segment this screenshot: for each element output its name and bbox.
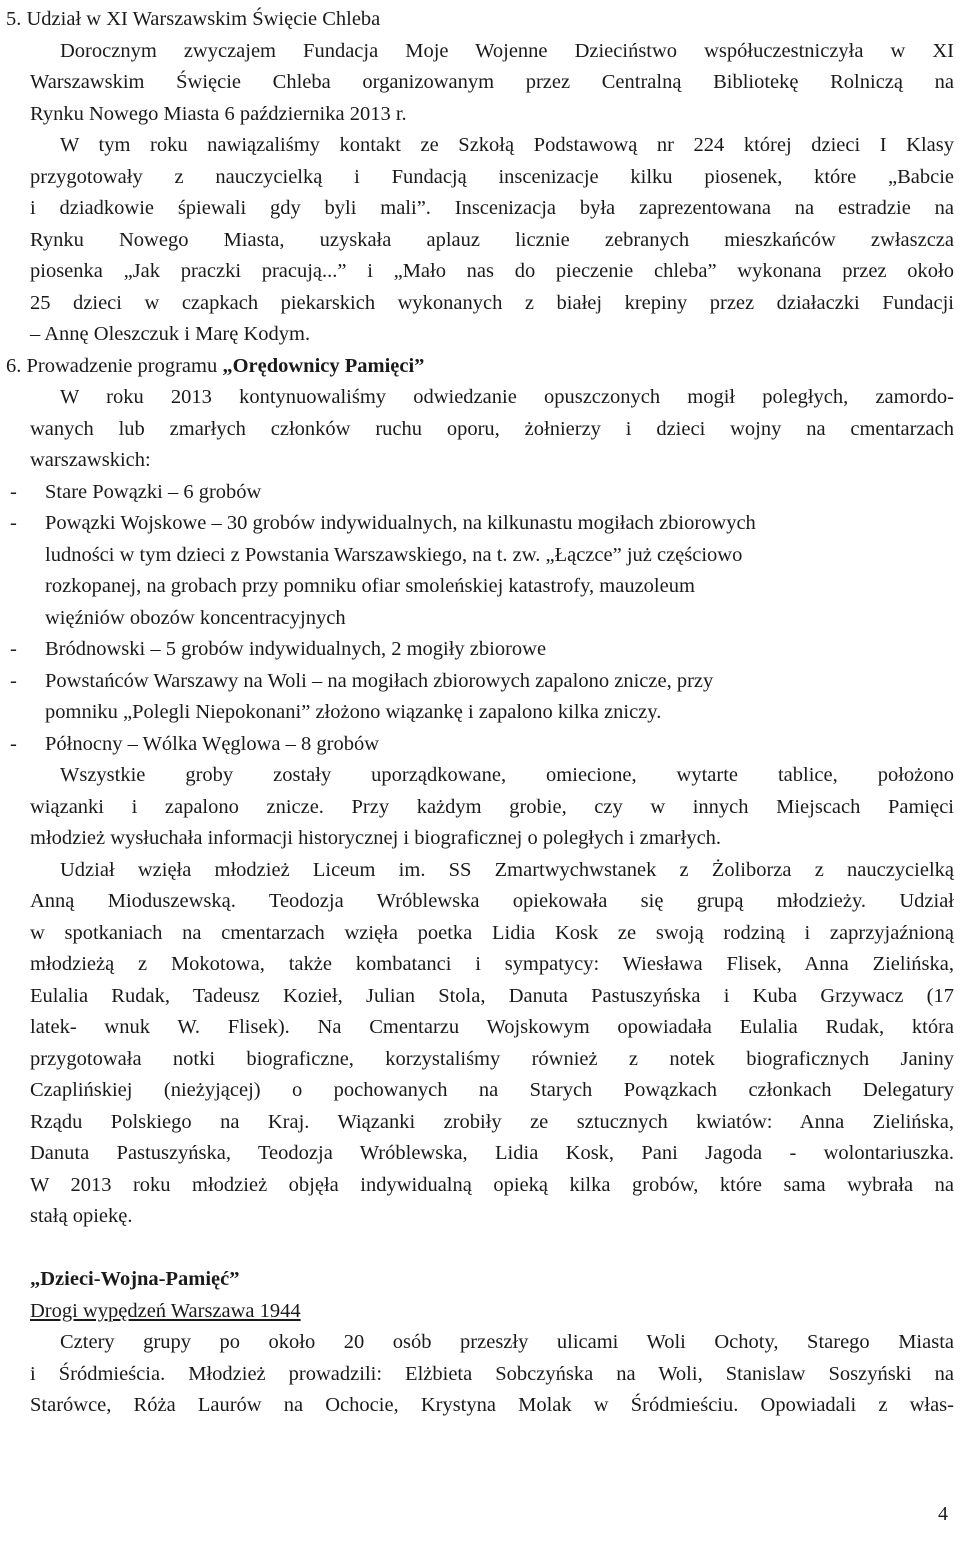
section-6-after-line-1: Wszystkie groby zostały uporządkowane, omiecione, wytarte tablice, położono xyxy=(60,764,954,786)
section-6-udzial-line-7: przygotowała notki biograficzne, korzystaliśmy również z notek biograficznych Janiny xyxy=(30,1048,954,1070)
section-5-p2-line-3: i dziadkowie śpiewali gdy byli mali”. Inscenizacja była zaprezentowana na estradzie na xyxy=(30,197,954,219)
list-item-wola-line-1: Powstańców Warszawy na Woli – na mogiłach zbiorowych zapalono znicze, przy xyxy=(45,670,714,692)
section-6-udzial-line-4: młodzieżą z Mokotowa, także kombatanci i sympatycy: Wiesława Flisek, Anna Zielińska, xyxy=(30,953,954,975)
section-5-p2-line-5: piosenka „Jak praczki pracują...” i „Mało nas do pieczenie chleba” wykonana przez około xyxy=(30,260,954,282)
section-6-udzial-line-10: Danuta Pastuszyńska, Teodozja Wróblewska, Lidia Kosk, Pani Jagoda - wolontariuszka. xyxy=(30,1142,954,1164)
section-5-heading: 5. Udział w XI Warszawskim Święcie Chleba xyxy=(6,8,381,30)
section-6-udzial-line-1: Udział wzięła młodzież Liceum im. SS Zmartwychwstanek z Żoliborza z nauczycielką xyxy=(60,859,954,881)
section-5-p2-line-1: W tym roku nawiązaliśmy kontakt ze Szkołą Podstawową nr 224 której dzieci I Klasy xyxy=(60,134,954,156)
list-item-wola-line-2: pomniku „Polegli Niepokonani” złożono wiązankę i zapalono kilka zniczy. xyxy=(45,701,662,723)
section-6-udzial-line-3: w spotkaniach na cmentarzach wzięła poetka Lidia Kosk ze swoją rodziną i zaprzyjaźnioną xyxy=(30,922,954,944)
section-6-after-line-2: wiązanki i zapalono znicze. Przy każdym grobie, czy w innych Miejscach Pamięci xyxy=(30,796,954,818)
list-dash: - xyxy=(10,481,17,503)
dwp-p-line-3: Starówce, Róża Laurów na Ochocie, Krystyna Molak w Śródmieściu. Opowiadali z włas- xyxy=(30,1394,954,1416)
section-5-p2-line-4: Rynku Nowego Miasta, uzyskała aplauz licznie zebranych mieszkańców zwłaszcza xyxy=(30,229,954,251)
list-dash: - xyxy=(10,670,17,692)
page-number: 4 xyxy=(938,1503,948,1525)
dwp-p-line-2: i Śródmieścia. Młodzież prowadzili: Elżbieta Sobczyńska na Woli, Stanislaw Soszyński na xyxy=(30,1363,954,1385)
section-5-p1-line-2: Warszawskim Święcie Chleba organizowanym przez Centralną Bibliotekę Rolniczą na xyxy=(30,71,954,93)
section-6-udzial-line-11: W 2013 roku młodzież objęła indywidualną opieką kilka grobów, które sama wybrała na xyxy=(30,1174,954,1196)
section-6-heading xyxy=(6,351,424,383)
section-6-udzial-line-2: Anną Mioduszewską. Teodozja Wróblewska opiekowała się grupą młodzieży. Udział xyxy=(30,890,954,912)
section-5-p2-line-2: przygotowały z nauczycielką i Fundacją inscenizacje kilku piosenek, które „Babcie xyxy=(30,166,954,188)
section-6-udzial-line-9: Rządu Polskiego na Kraj. Wiązanki zrobiły ze sztucznych kwiatów: Anna Zielińska, xyxy=(30,1111,954,1133)
list-dash: - xyxy=(10,638,17,660)
section-6-intro-line-1: W roku 2013 kontynuowaliśmy odwiedzanie opuszczonych mogił poległych, zamordo- xyxy=(60,386,954,408)
dwp-title: „Dzieci-Wojna-Pamięć” xyxy=(30,1268,240,1290)
section-5-p2-line-6: 25 dzieci w czapkach piekarskich wykonanych z białej krepiny przez działaczki Fundacji xyxy=(30,292,954,314)
section-6-intro-line-2: wanych lub zmarłych członków ruchu oporu, żołnierzy i dzieci wojny na cmentarzach xyxy=(30,418,954,440)
list-item-powazki-wojskowe-line-2: ludności w tym dzieci z Powstania Warszawskiego, na t. zw. „Łączce” już częściowo xyxy=(45,544,743,566)
list-item-polnocny: Północny – Wólka Węglowa – 8 grobów xyxy=(45,733,380,755)
section-6-udzial-line-6: latek- wnuk W. Flisek). Na Cmentarzu Wojskowym opowiadała Eulalia Rudak, która xyxy=(30,1016,954,1038)
list-item-powazki-wojskowe-line-3: rozkopanej, na grobach przy pomniku ofiar smoleńskiej katastrofy, mauzoleum xyxy=(45,575,695,597)
list-dash: - xyxy=(10,733,17,755)
list-item-stare-powazki: Stare Powązki – 6 grobów xyxy=(45,481,262,503)
section-6-heading-prefix: 6. Prowadzenie programu xyxy=(6,355,223,377)
dwp-subtitle: Drogi wypędzeń Warszawa 1944 xyxy=(30,1300,301,1322)
list-item-powazki-wojskowe-line-4: więźniów obozów koncentracyjnych xyxy=(45,607,346,629)
section-6-udzial-line-8: Czaplińskiej (nieżyjącej) o pochowanych na Starych Powązkach członkach Delegatury xyxy=(30,1079,954,1101)
list-item-brodnowski: Bródnowski – 5 grobów indywidualnych, 2 mogiły zbiorowe xyxy=(45,638,547,660)
section-5-p1-line-3: Rynku Nowego Miasta 6 października 2013 r. xyxy=(30,103,407,125)
section-6-udzial-line-5: Eulalia Rudak, Tadeusz Kozieł, Julian Stola, Danuta Pastuszyńska i Kuba Grzywacz (17 xyxy=(30,985,954,1007)
section-6-after-line-3: młodzież wysłuchała informacji historycznej i biograficznej o poległych i zmarłych. xyxy=(30,827,722,849)
section-5-p2-line-7: – Annę Oleszczuk i Marę Kodym. xyxy=(30,323,311,345)
section-6-udzial-line-12: stałą opiekę. xyxy=(30,1205,133,1227)
list-item-powazki-wojskowe-line-1: Powązki Wojskowe – 30 grobów indywidualnych, na kilkunastu mogiłach zbiorowych xyxy=(45,512,756,534)
list-dash: - xyxy=(10,512,17,534)
section-5-p1-line-1: Dorocznym zwyczajem Fundacja Moje Wojenne Dzieciństwo współuczestniczyła w XI xyxy=(60,40,954,62)
dwp-p-line-1: Cztery grupy po około 20 osób przeszły ulicami Woli Ochoty, Starego Miasta xyxy=(60,1331,954,1353)
section-6-intro-line-3: warszawskich: xyxy=(30,449,151,471)
section-6-heading-title: „Orędownicy Pamięci” xyxy=(222,355,425,377)
